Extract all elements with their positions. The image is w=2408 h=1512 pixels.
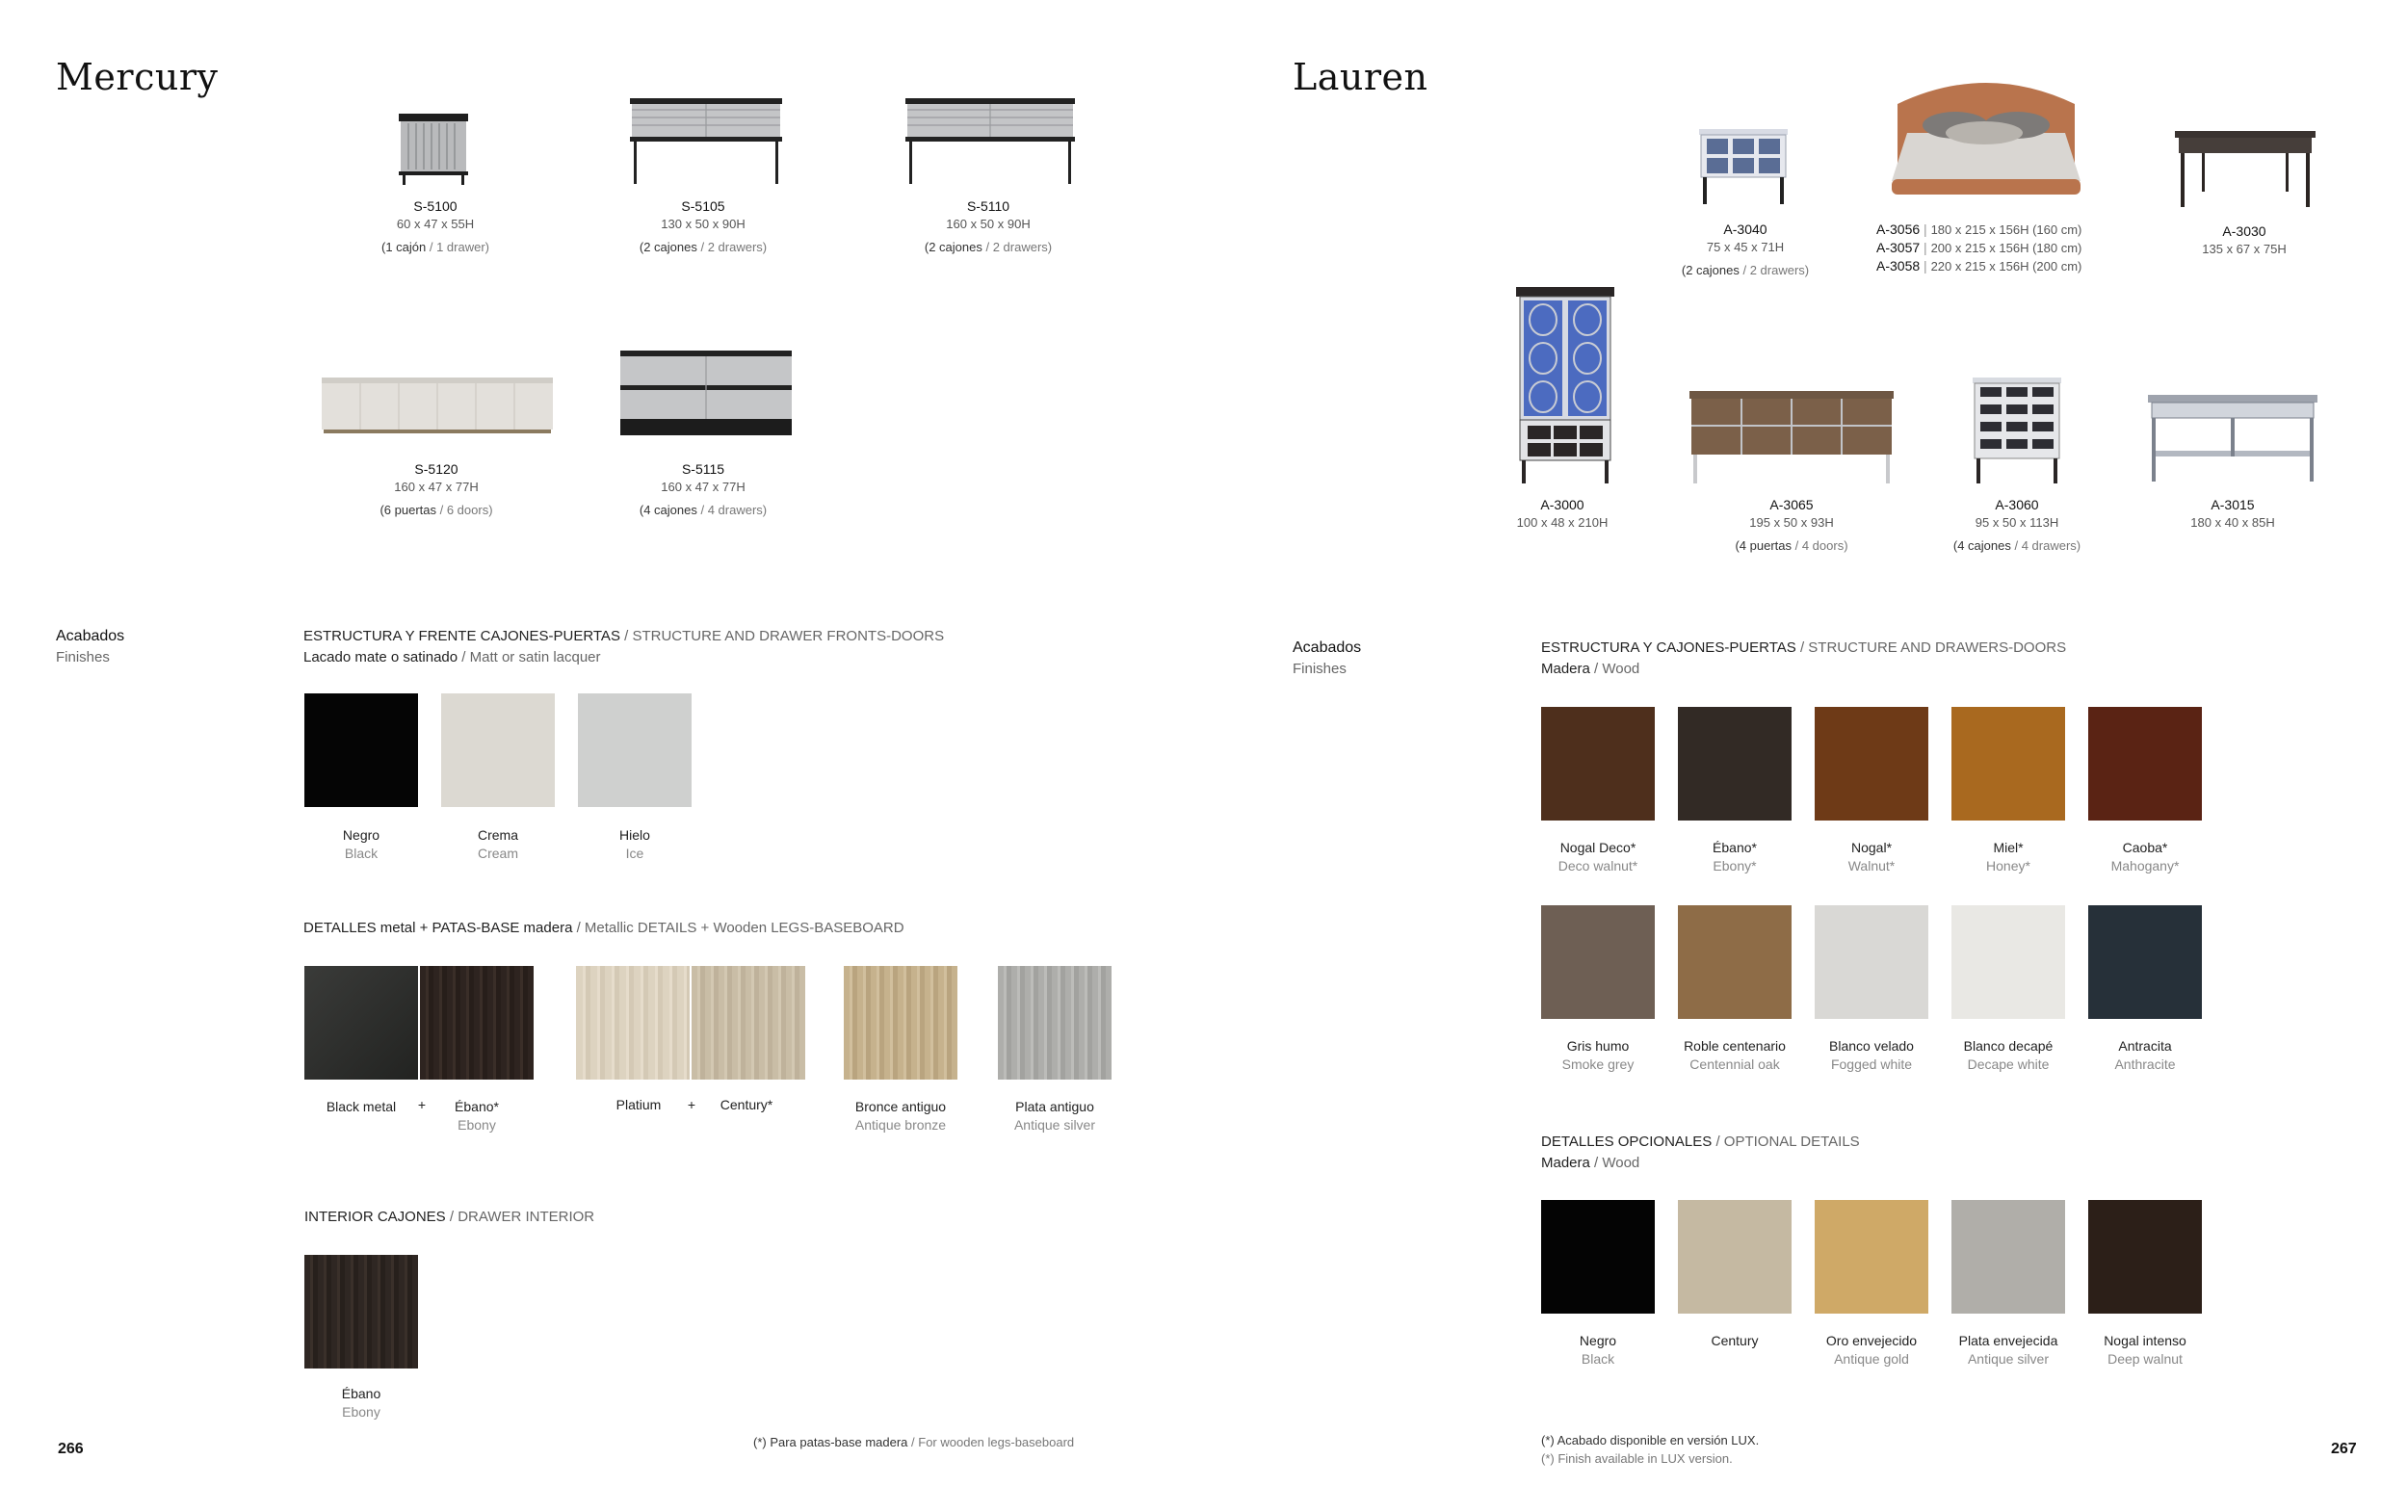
swatch-roble-centenario <box>1678 905 1792 1019</box>
mercury-title: Mercury <box>56 56 219 98</box>
product-dims: 60 x 47 x 55H <box>396 217 475 231</box>
product-code: A-3040 <box>1723 222 1767 237</box>
product-dims: 130 x 50 x 90H <box>661 217 746 231</box>
swatch-label: Miel* Honey* <box>1986 840 2030 873</box>
swatch-century <box>692 966 805 1080</box>
swatch-label: Negro Black <box>342 827 380 861</box>
swatch-hielo <box>578 693 692 807</box>
product-dims: 95 x 50 x 113H <box>1975 515 2059 530</box>
swatch-miel <box>1951 707 2065 821</box>
swatch-label: Roble centenario Centennial oak <box>1684 1038 1786 1072</box>
footnote-right-en: (*) Finish available in LUX version. <box>1541 1451 1733 1466</box>
swatch-label: Ébano* Ebony <box>455 1099 499 1133</box>
swatch-label: Caoba* Mahogany* <box>2110 840 2180 873</box>
product-dims: 75 x 45 x 71H <box>1706 240 1785 254</box>
bed-sizes <box>1876 222 2107 274</box>
finishes-label: Acabados <box>56 628 125 644</box>
swatch-label: Black metal <box>326 1099 397 1114</box>
swatch-crema <box>441 693 555 807</box>
swatch-label: Bronce antiguo Antique bronze <box>854 1099 947 1133</box>
swatch-label: Nogal intenso Deep walnut <box>2104 1333 2186 1367</box>
swatch-black-metal <box>304 966 418 1080</box>
swatch-label: Blanco velado Fogged white <box>1829 1038 1914 1072</box>
swatch-label: Ébano Ebony <box>341 1386 381 1420</box>
section-optional-subheading: Madera / Wood <box>1541 1155 1640 1171</box>
product-dims: 160 x 47 x 77H <box>661 480 746 494</box>
swatch-label: Ébano* Ebony* <box>1713 840 1757 873</box>
swatch-plata-antiguo <box>998 966 1112 1080</box>
nightstand-s5100-image <box>395 108 472 185</box>
console-a3015-image <box>2146 393 2319 482</box>
swatch-nogal-deco <box>1541 707 1655 821</box>
lauren-title: Lauren <box>1293 56 1428 98</box>
product-dims: 180 x 40 x 85H <box>2190 515 2275 530</box>
console-s5105-image <box>628 96 784 185</box>
product-code: A-3065 <box>1769 497 1814 512</box>
swatch-label: Plata antiguo Antique silver <box>1013 1099 1096 1133</box>
product-note: (2 cajones / 2 drawers) <box>924 240 1053 254</box>
sideboard-s5120-image <box>320 376 555 435</box>
product-s5105 <box>607 198 799 254</box>
section-structure-subheading: Lacado mate o satinado / Matt or satin lacquer <box>303 649 601 665</box>
console-s5110-image <box>903 96 1077 185</box>
bed-size-row: A-3057 | 200 x 215 x 156H (180 cm) <box>1876 240 2082 255</box>
vitrine-a3000-image <box>1514 285 1616 483</box>
swatch-century <box>1678 1200 1792 1314</box>
swatch-label: Antracita Anthracite <box>2114 1038 2176 1072</box>
swatch-label: Negro Black <box>1579 1333 1617 1367</box>
swatch-ebano-interior <box>304 1255 418 1369</box>
sideboard-s5115-image <box>618 349 794 437</box>
swatch-nogal <box>1815 707 1928 821</box>
product-code: S-5120 <box>414 461 458 477</box>
product-s5115 <box>607 461 799 517</box>
chest-a3060-image <box>1971 376 2063 483</box>
swatch-label: Crema Cream <box>477 827 518 861</box>
product-code: S-5100 <box>413 198 458 214</box>
swatch-bronce-antiguo <box>844 966 957 1080</box>
product-a3030 <box>2148 223 2341 256</box>
product-a3065 <box>1695 497 1888 553</box>
section-details-heading: DETALLES metal + PATAS-BASE madera / Metallic DETAILS + Wooden LEGS-BASEBOARD <box>303 920 904 936</box>
product-dims: 135 x 67 x 75H <box>2202 242 2287 256</box>
product-dims: 100 x 48 x 210H <box>1516 515 1609 530</box>
product-code: A-3000 <box>1540 497 1584 512</box>
section-interior-heading: INTERIOR CAJONES / DRAWER INTERIOR <box>304 1209 595 1225</box>
product-note: (6 puertas / 6 doors) <box>380 503 493 517</box>
plus-sign: + <box>417 1097 427 1112</box>
footnote-right-es: (*) Acabado disponible en versión LUX. <box>1541 1433 1760 1447</box>
finishes-label-en: Finishes <box>56 649 110 665</box>
section-structure-heading: ESTRUCTURA Y FRENTE CAJONES-PUERTAS / STRUCTURE AND DRAWER FRONTS-DOORS <box>303 628 945 644</box>
product-s5100 <box>339 198 532 254</box>
product-s5110 <box>892 198 1085 254</box>
swatch-blanco-decap <box>1951 905 2065 1019</box>
plus-sign: + <box>687 1097 696 1112</box>
product-dims: 195 x 50 x 93H <box>1749 515 1834 530</box>
swatch-label: Century <box>1711 1333 1759 1348</box>
product-a3015 <box>2136 497 2329 530</box>
product-note: (4 puertas / 4 doors) <box>1735 538 1848 553</box>
swatch-nogal-intenso <box>2088 1200 2202 1314</box>
product-note: (2 cajones / 2 drawers) <box>1681 263 1810 277</box>
swatch--bano <box>1678 707 1792 821</box>
swatch-platium <box>576 966 690 1080</box>
product-s5120 <box>340 461 533 517</box>
product-code: S-5105 <box>681 198 725 214</box>
swatch-label: Nogal Deco* Deco walnut* <box>1557 840 1638 873</box>
sideboard-a3065-image <box>1688 389 1896 483</box>
bed-size-row: A-3056 | 180 x 215 x 156H (160 cm) <box>1876 222 2082 237</box>
swatch-blanco-velado <box>1815 905 1928 1019</box>
product-a3040 <box>1649 222 1842 277</box>
product-dims: 160 x 50 x 90H <box>946 217 1031 231</box>
footnote-left: (*) Para patas-base madera / For wooden legs-baseboard <box>753 1435 1075 1449</box>
product-code: A-3060 <box>1995 497 2039 512</box>
swatch-label: Century* <box>720 1097 773 1112</box>
product-code: S-5110 <box>966 198 1010 214</box>
product-a3060 <box>1921 497 2113 553</box>
product-a3000 <box>1466 497 1659 530</box>
swatch-antracita <box>2088 905 2202 1019</box>
product-code: A-3030 <box>2222 223 2266 239</box>
swatch-label: Oro envejecido Antique gold <box>1825 1333 1918 1367</box>
product-note: (2 cajones / 2 drawers) <box>639 240 768 254</box>
swatch-gris-humo <box>1541 905 1655 1019</box>
section-structure-heading: ESTRUCTURA Y CAJONES-PUERTAS / STRUCTURE AND DRAWERS-DOORS <box>1541 639 2067 656</box>
product-code: S-5115 <box>681 461 725 477</box>
swatch-label: Hielo Ice <box>619 827 650 861</box>
swatch-label: Platium <box>615 1097 662 1112</box>
nightstand-a3040-image <box>1697 125 1790 204</box>
finishes-label-en: Finishes <box>1293 661 1347 677</box>
product-note: (1 cajón / 1 drawer) <box>381 240 489 254</box>
swatch-ebano <box>420 966 534 1080</box>
product-dims: 160 x 47 x 77H <box>394 480 479 494</box>
swatch-label: Gris humo Smoke grey <box>1561 1038 1635 1072</box>
swatch-negro <box>1541 1200 1655 1314</box>
product-code: A-3015 <box>2211 497 2255 512</box>
bed-a3056-image <box>1888 65 2084 200</box>
swatch-label: Blanco decapé Decape white <box>1963 1038 2054 1072</box>
desk-a3030-image <box>2173 127 2317 208</box>
bed-size-row: A-3058 | 220 x 215 x 156H (200 cm) <box>1876 258 2082 274</box>
swatch-caoba <box>2088 707 2202 821</box>
page-number-right: 267 <box>2331 1441 2357 1457</box>
swatch-negro <box>304 693 418 807</box>
page-number-left: 266 <box>58 1441 84 1457</box>
swatch-plata-envejecida <box>1951 1200 2065 1314</box>
product-note: (4 cajones / 4 drawers) <box>639 503 768 517</box>
section-structure-subheading: Madera / Wood <box>1541 661 1640 677</box>
product-note: (4 cajones / 4 drawers) <box>1952 538 2081 553</box>
swatch-label: Plata envejecida Antique silver <box>1958 1333 2058 1367</box>
swatch-label: Nogal* Walnut* <box>1847 840 1896 873</box>
section-optional-heading: DETALLES OPCIONALES / OPTIONAL DETAILS <box>1541 1134 1860 1150</box>
swatch-oro-envejecido <box>1815 1200 1928 1314</box>
finishes-label: Acabados <box>1293 639 1362 656</box>
